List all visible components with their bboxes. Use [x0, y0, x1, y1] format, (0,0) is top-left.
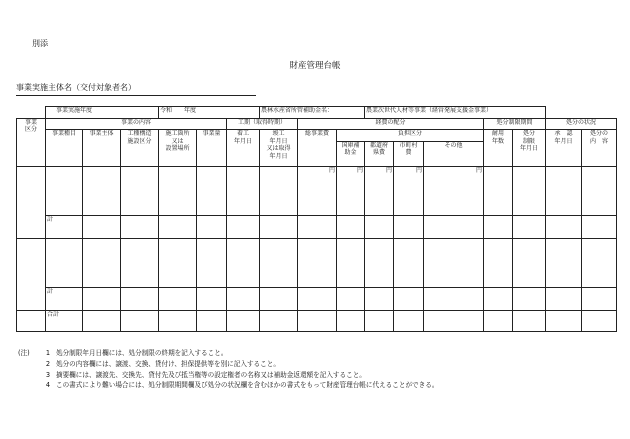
burden-split-header: 負担区分: [337, 130, 484, 142]
project-type-header: 事業種目: [46, 130, 83, 167]
useful-life-header: 耐用 年数: [484, 130, 513, 167]
subsidy-yen[interactable]: 円: [337, 167, 365, 216]
project-content-header: 事業の内容: [46, 118, 227, 130]
other-cost-header: その他: [424, 141, 484, 166]
table-row: [17, 238, 617, 287]
disposal-limit-date-header: 処分 制限 年月日: [513, 130, 546, 167]
grand-total-label: 合計: [46, 310, 83, 331]
note-number: 1: [45, 349, 51, 357]
construction-period-header: 工期（取得時期）: [227, 118, 298, 130]
notes-lead: (注): [18, 349, 30, 357]
other-yen[interactable]: 円: [424, 167, 484, 216]
project-quantity-header: 事業量: [197, 130, 227, 167]
asset-ledger-table: [16, 106, 617, 332]
note-text: 処分制限年月日欄には、処分制限の終期を記入すること。: [56, 349, 228, 357]
note-number: 3: [45, 370, 51, 379]
approval-date-header: 承 認 年月日: [546, 130, 582, 167]
appendix-label: 別添: [32, 39, 48, 48]
header-row-groups: [17, 118, 617, 130]
project-category-header: 事業 区分: [17, 118, 46, 167]
disposal-status-header: 処分の状況: [546, 118, 617, 130]
start-date-header: 着工 年月日: [227, 130, 260, 167]
disposal-limit-period-header: 処分制限期間: [484, 118, 546, 130]
prefectural-cost-header: 都道府 県費: [365, 141, 394, 166]
document-title: 財産管理台帳: [289, 61, 341, 71]
cost-allocation-header: 経費の配分: [298, 118, 484, 130]
note-number: 4: [45, 381, 51, 390]
note-text: 摘要欄には、譲渡先、交換先、貸付先及び抵当権等の設定権者の名称又は補助金返還額を記入すること。: [56, 370, 366, 379]
installation-place-header: 施工箇所 又は 設置場所: [159, 130, 197, 167]
completion-date-header: 竣工 年月日 又は取得 年月日: [260, 130, 298, 167]
table-row: [17, 167, 617, 216]
note-text: 処分の内容欄には、譲渡、交換、貸付け、担保提供等を別に記入すること。: [56, 359, 280, 368]
subtotal-row: [17, 287, 617, 310]
note-item: [18, 361, 438, 372]
subtotal-row: [17, 215, 617, 238]
disposal-content-header: 処分の 内 容: [582, 130, 617, 167]
entity-name-label: 事業実施主体名（交付対象者名）: [16, 83, 136, 92]
note-item: [18, 382, 438, 393]
national-subsidy-header: 国庫補 助金: [337, 141, 365, 166]
subtotal-label: 計: [46, 287, 83, 310]
notes-section: [18, 350, 438, 393]
total-cost-header: 総事業費: [298, 130, 337, 167]
project-entity-header: 事業主体: [83, 130, 121, 167]
municipal-cost-header: 市町村 費: [394, 141, 424, 166]
subtotal-label: 計: [46, 215, 83, 238]
header-row-year: [17, 107, 617, 119]
municipal-yen[interactable]: 円: [394, 167, 424, 216]
project-year-value[interactable]: 令和 年度: [159, 107, 260, 119]
project-year-label: 事業実施年度: [46, 107, 159, 119]
construction-type-header: 工種構造 施設区分: [121, 130, 159, 167]
total-cost-yen[interactable]: 円: [298, 167, 337, 216]
header-row-sub: [17, 130, 617, 142]
prefectural-yen[interactable]: 円: [365, 167, 394, 216]
entity-name-field[interactable]: [16, 95, 256, 96]
grant-name-label: 農林水産省所管補助金名：: [260, 107, 365, 119]
grand-total-row: [17, 310, 617, 331]
note-number: 2: [45, 359, 51, 368]
note-text: この書式により難い場合には、処分制限期間欄及び処分の状況欄を含むほかの書式をもって財産管理台帳に代えることができる。: [56, 381, 439, 390]
grant-name-value: 農業次世代人材等事業（経営発展支援金事業）: [365, 107, 546, 119]
